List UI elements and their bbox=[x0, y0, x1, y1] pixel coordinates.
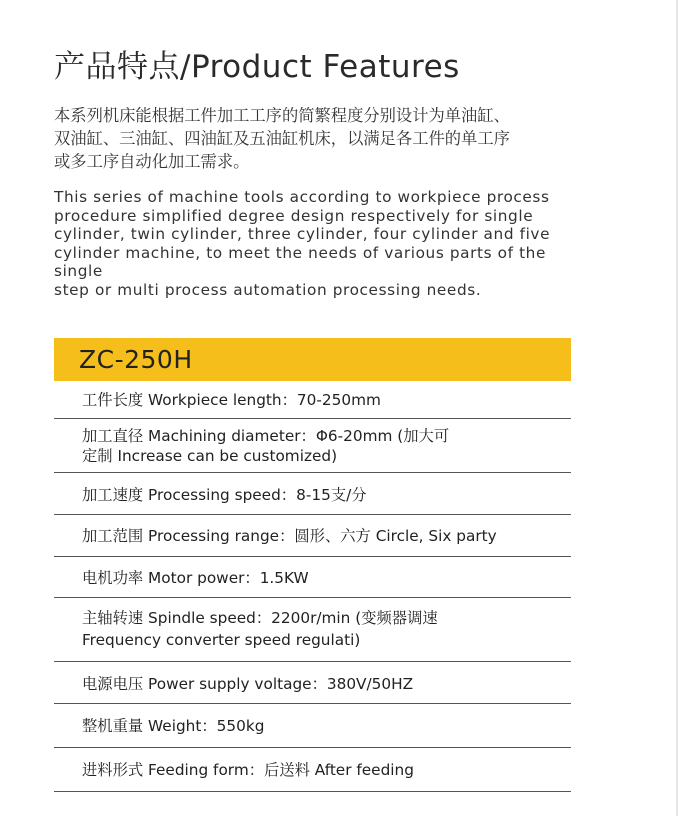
page-title: 产品特点/Product Features bbox=[54, 49, 460, 85]
spec-row-motor-power bbox=[54, 557, 571, 598]
spec-text: 电源电压 Power supply voltage：380V/50HZ bbox=[82, 675, 414, 693]
spec-row-weight bbox=[54, 704, 571, 748]
spec-text: 电机功率 Motor power：1.5KW bbox=[82, 569, 309, 587]
spec-row-feeding-form bbox=[54, 748, 571, 792]
spec-text: 加工速度 Processing speed：8-15支/分 bbox=[82, 486, 367, 504]
spec-text: 进料形式 Feeding form：后送料 After feeding bbox=[82, 761, 414, 779]
spec-text: 整机重量 Weight：550kg bbox=[82, 717, 265, 735]
spec-row-processing-range bbox=[54, 515, 571, 557]
description-chinese: 本系列机床能根据工件加工工序的简繁程度分别设计为单油缸、 双油缸、三油缸、四油缸及五油缸机床，以满足各工件的单工序 或多工序自动化加工需求。 bbox=[54, 106, 510, 171]
model-banner bbox=[54, 338, 571, 381]
spec-text: 加工直径 Machining diameter：Φ6-20mm (加大可 定制 Increase can be customized) bbox=[82, 427, 450, 465]
spec-row-processing-speed bbox=[54, 473, 571, 515]
model-name: ZC-250H bbox=[79, 345, 193, 374]
spec-row-power-supply-voltage bbox=[54, 662, 571, 704]
description-english: This series of machine tools according to workpiece process procedure simplified degree design respectively for single cylinder, twin cylinder, three cylinder, four cylinder and five cylinder machine, to meet the needs of various parts of the single step or multi process automation processing needs. bbox=[54, 188, 551, 299]
spec-row-spindle-speed bbox=[54, 598, 571, 662]
spec-text: 加工范围 Processing range：圆形、六方 Circle, Six party bbox=[82, 527, 497, 545]
spec-row-machining-diameter bbox=[54, 419, 571, 473]
spec-row-workpiece-length bbox=[54, 381, 571, 419]
spec-text: 主轴转速 Spindle speed：2200r/min (变频器调速 Frequency converter speed regulati) bbox=[82, 609, 438, 649]
spec-list bbox=[54, 381, 571, 792]
spec-text: 工件长度 Workpiece length：70-250mm bbox=[82, 391, 381, 409]
